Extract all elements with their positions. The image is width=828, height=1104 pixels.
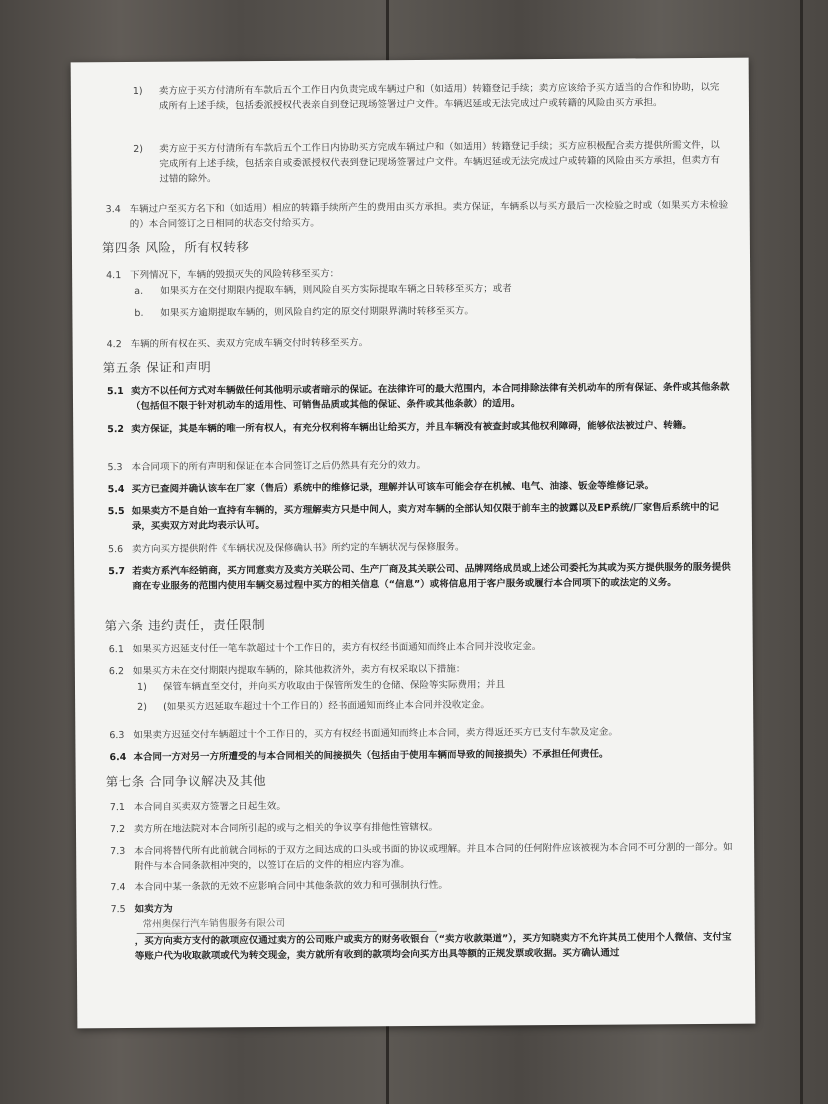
- clause-number: a.: [134, 285, 144, 297]
- clause-number: 7.4: [110, 882, 126, 894]
- clause-number: 1): [136, 681, 147, 693]
- clause-text: 保管车辆直至交付，并向买方收取由于保管所发生的仓储、保险等实际费用；并且: [162, 679, 506, 693]
- clause-text: 如果卖方不是自始一直持有车辆的，买方理解卖方只是中间人，卖方对车辆的全部认知仅限于前车主的披露以及EP系统/厂家售后系统中的记录，买卖双方对此均表示认可。: [131, 501, 719, 532]
- clause-number: 4.1: [106, 270, 122, 282]
- clause-text: 本合同将替代所有此前就合同标的于双方之间达成的口头或书面的协议或理解。并且本合同的任何附件应该被视为本合同不可分割的一部分。如附件与本合同条款相冲突的，以签订在后的文件的相应内容为准。: [134, 841, 733, 872]
- clause-label: 如卖方为: [134, 903, 173, 915]
- clause-text: 卖方不以任何方式对车辆做任何其他明示或者暗示的保证。在法律许可的最大范围内，本合同排除法律有关机动车的所有保证、条件或其他条款（包括但不限于针对机动车的适用性、可销售品质或其他的保证、条件或其他条款）的适用。: [130, 381, 730, 412]
- clause-number: 2): [133, 143, 144, 155]
- section-heading: 第五条 保证和声明: [102, 359, 212, 376]
- clause-text: 如果买方迟延支付任一笔车款超过十个工作日的，卖方有权经书面通知而终止本合同并没收定金。: [132, 641, 542, 655]
- clause-text: 卖方应于买方付清所有车款后五个工作日内负责完成车辆过户和（如适用）转籍登记手续；卖方应该给予买方适当的合作和协助，以完成所有上述手续，包括委派授权代表亲自到登记现场签署过户文件。车辆迟延或无法完成过户或转籍的风险由买方承担。: [158, 81, 720, 112]
- clause-number: 6.2: [108, 666, 125, 678]
- clause-number: 1): [132, 85, 143, 97]
- clause-text: 如果买方逾期提取车辆的，则风险自约定的原交付期限界满时转移至买方。: [160, 305, 474, 319]
- clause-number: b.: [134, 307, 144, 319]
- clause-text: 本合同自买卖双方签署之日起生效。: [133, 800, 286, 813]
- seller-company-name: 常州奥保行汽车销售服务有限公司: [142, 917, 286, 930]
- clause-number: 5.7: [108, 566, 126, 578]
- clause-number: 7.5: [110, 904, 126, 916]
- clause-text: 如果卖方迟延交付车辆超过十个工作日的，买方有权经书面通知而终止本合同，卖方得返还买方已支付车款及定金。: [133, 726, 618, 741]
- clause-number: 5.4: [107, 484, 125, 496]
- clause-text: 卖方向买方提供附件《车辆状况及保修确认书》所约定的车辆状况与保修服务。: [131, 541, 465, 555]
- clause-text: 本合同一方对另一方所遭受的与本合同相关的间接损失（包括由于使用车辆而导致的间接损失）不承担任何责任。: [133, 748, 609, 763]
- clause-number: 2): [137, 701, 147, 713]
- clause-text: 买方已查阅并确认该车在厂家（售后）系统中的维修记录，理解并认可该车可能会存在机械、电气、油漆、钣金等维修记录。: [131, 480, 655, 495]
- clause-text: 本合同中某一条款的无效不应影响合同中其他条款的效力和可强制执行性。: [134, 879, 448, 893]
- clause-number: 3.4: [105, 204, 121, 216]
- clause-text: 卖方保证，其是车辆的唯一所有权人，有充分权利将车辆出让给买方，并且车辆没有被查封或其他权利障碍，能够依法被过户、转籍。: [131, 420, 692, 435]
- clause-number: 5.2: [107, 424, 125, 436]
- section-heading: 第四条 风险，所有权转移: [101, 239, 250, 256]
- clause-number: 7.3: [110, 846, 126, 858]
- clause-text: 如果买方未在交付期限内提取车辆的，除其他救济外，卖方有权采取以下措施：: [132, 663, 466, 677]
- clause-number: 6.4: [109, 752, 127, 764]
- clause-text: 车辆的所有权在买、卖双方完成车辆交付时转移至买方。: [130, 337, 369, 350]
- contract-page: [71, 58, 756, 1029]
- section-heading: 第七条 合同争议解决及其他: [105, 773, 267, 790]
- clause-number: 6.3: [109, 730, 125, 742]
- clause-number: 4.2: [106, 339, 122, 351]
- clause-text: 车辆过户至买方名下和（如适用）相应的转籍手续所产生的费用由买方承担。卖方保证，车辆系以与买方最后一次检验之时或（如果买方未检验的）本合同签订之日相同的状态交付给买方。: [129, 199, 729, 230]
- clause-text: (如果买方迟延取车超过十个工作日的）经书面通知而终止本合同并没收定金。: [163, 699, 490, 713]
- section-heading: 第六条 违约责任，责任限制: [104, 617, 266, 634]
- clause-number: 5.3: [107, 462, 123, 474]
- clause-text: 如果买方在交付期限内提取车辆，则风险自买方实际提取车辆之日转移至买方；或者: [160, 283, 512, 297]
- clause-number: 7.1: [109, 802, 125, 814]
- clause-text: 卖方应于买方付清所有车款后五个工作日内协助买方完成车辆过户和（如适用）转籍登记手续；买方应积极配合卖方提供所需文件，以完成所有上述手续，包括亲自或委派授权代表到登记现场签署过户文件。车辆迟延或无法完成过户或转籍的风险由买方承担，但卖方有过错的除外。: [159, 139, 720, 185]
- clause-number: 5.1: [106, 386, 124, 398]
- clause-text: 下列情况下，车辆的毁损灭失的风险转移至买方：: [130, 268, 340, 281]
- table-plank-seam: [800, 0, 803, 1104]
- clause-text: 本合同项下的所有声明和保证在本合同签订之后仍然具有充分的效力。: [131, 459, 427, 473]
- clause-number: 5.6: [108, 544, 124, 556]
- clause-number: 5.5: [107, 506, 125, 518]
- clause-number: 6.1: [108, 644, 124, 656]
- clause-text: ，买方向卖方支付的款项应仅通过卖方的公司账户或卖方的财务收银台（“卖方收款渠道”），买方知晓卖方不允许其员工使用个人微信、支付宝等账户代为收取款项或代为转交现金，卖方就所有收到的款项均会向买方出具等额的正规发票或收据。买方确认通过: [134, 931, 732, 962]
- clause-text: 卖方所在地法院对本合同所引起的或与之相关的争议享有排他性管辖权。: [133, 821, 439, 835]
- clause-text: 若卖方系汽车经销商，买方同意卖方及卖方关联公司、生产厂商及其关联公司、品牌网络成员或上述公司委托为其或为买方提供服务的服务提供商在专业服务的范围内使用车辆交易过程中买方的相关信息（“信息”）或将信息用于客户服务或履行本合同项下的或法定的义务。: [132, 561, 731, 592]
- clause-number: 7.2: [109, 824, 126, 836]
